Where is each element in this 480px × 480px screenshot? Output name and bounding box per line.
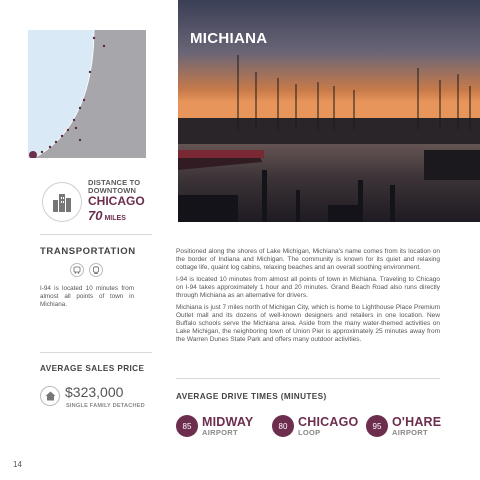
- drive-minutes-badge: 80: [272, 415, 294, 437]
- bus-icon: [70, 263, 84, 277]
- city-buildings-icon: [42, 182, 82, 222]
- sales-subtitle: SINGLE FAMILY DETACHED: [66, 403, 145, 409]
- distance-city: CHICAGO: [88, 194, 145, 208]
- body-paragraph-3: Michiana is just 7 miles north of Michigan City, which is home to Lighthouse Place Premium Outlet mall and its dozens of well-known designers and retailers in one location. New Buffalo schools serve the Michiana area. Aside from the many water-themed activities on Lake Michigan, the neighboring town of Union Pier is approximately 25 minutes away from the Warren Dunes State Park and offers many outdoor activities.: [176, 304, 440, 343]
- page-number: 14: [13, 460, 22, 469]
- drive-destination: MIDWAY: [202, 414, 254, 429]
- distance-block: [88, 179, 168, 223]
- divider: [40, 234, 152, 235]
- body-paragraph-2: I-94 is located 10 minutes from almost all points of town in Michiana. Traveling to Chicago on I-94 takes approximately 1 hour and 20 minutes. Grand Beach Road also runs directly through Michiana as an alternative for drivers.: [176, 276, 440, 299]
- drive-time-chicago-loop: [272, 415, 358, 437]
- drive-destination-sub: LOOP: [298, 427, 321, 437]
- drive-minutes-badge: 95: [366, 415, 388, 437]
- divider: [176, 378, 440, 379]
- photo-title: MICHIANA: [190, 30, 268, 47]
- location-map: [28, 30, 146, 158]
- drive-minutes-badge: 85: [176, 415, 198, 437]
- sales-price: $323,000: [65, 384, 124, 400]
- distance-line1: DISTANCE TO: [88, 178, 141, 187]
- body-text: [176, 248, 440, 348]
- drive-destination: CHICAGO: [298, 414, 359, 429]
- divider: [40, 352, 152, 353]
- transport-icons: [70, 263, 103, 277]
- drive-destination-sub: AIRPORT: [392, 427, 428, 437]
- transportation-text: I-94 is located 10 minutes from almost all points of town in Michiana.: [40, 285, 134, 308]
- sales-heading: AVERAGE SALES PRICE: [40, 364, 145, 373]
- drive-destination: O'HARE: [392, 414, 442, 429]
- house-icon: [40, 386, 60, 406]
- drive-times-heading: AVERAGE DRIVE TIMES (MINUTES): [176, 392, 327, 401]
- drive-time-midway: [176, 415, 253, 437]
- train-icon: [89, 263, 103, 277]
- distance-value: 70: [88, 208, 103, 223]
- distance-unit: MILES: [104, 215, 126, 222]
- drive-destination-sub: AIRPORT: [202, 427, 238, 437]
- distance-line2: DOWNTOWN: [88, 186, 137, 195]
- transportation-heading: TRANSPORTATION: [40, 246, 136, 257]
- body-paragraph-1: Positioned along the shores of Lake Michigan, Michiana's name comes from its location on the border of Indiana and Michigan. The community is known for its quiet and relaxing cottage life, quaint log cabins, relaxing beaches and an overall soothing environment.: [176, 248, 440, 271]
- drive-time-ohare: [366, 415, 441, 437]
